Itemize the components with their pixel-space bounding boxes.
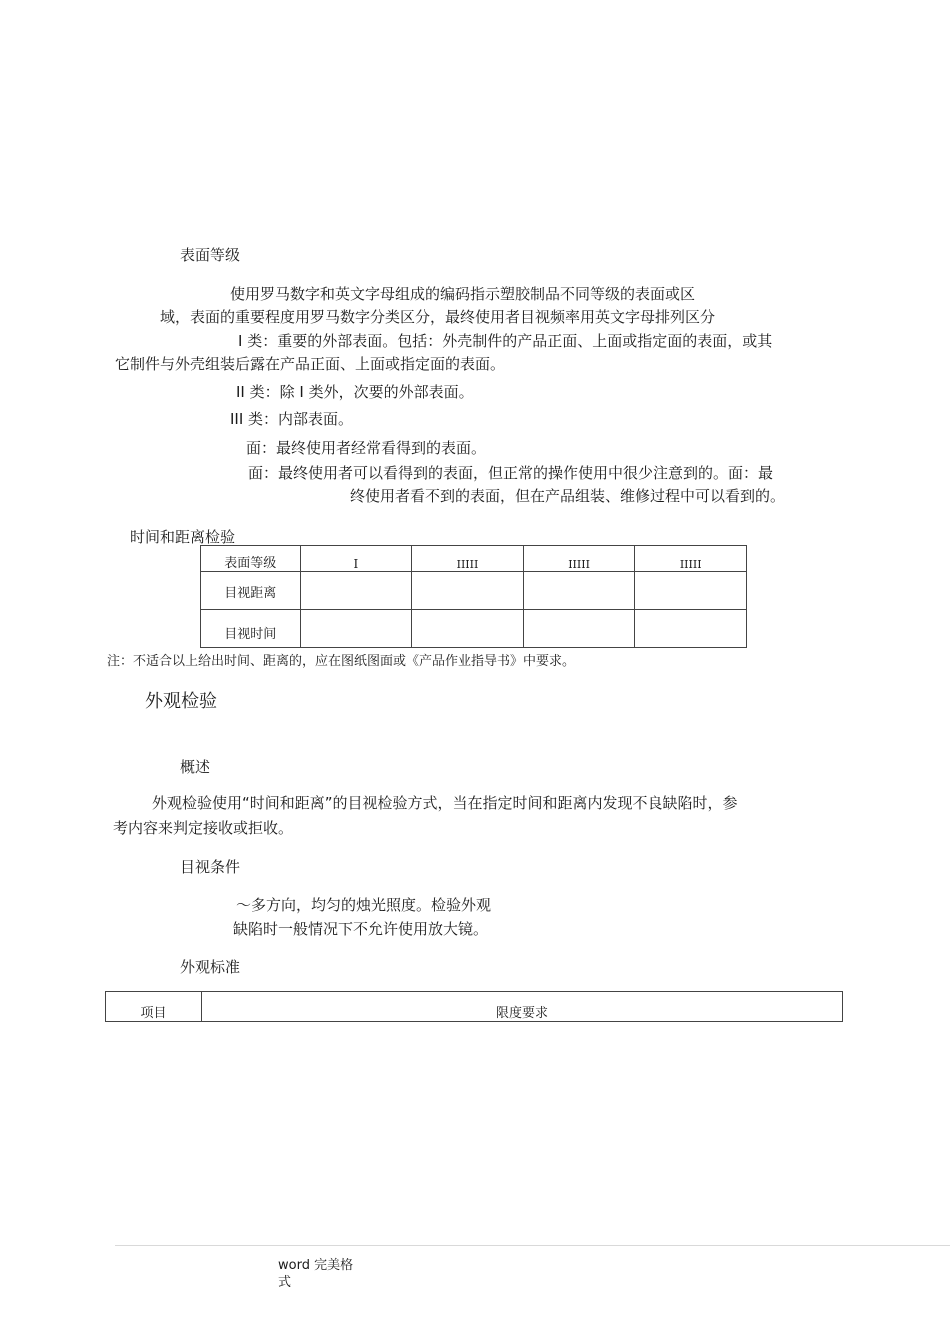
surface-grade-heading: 表面等级 [180, 246, 241, 264]
table-cell [300, 610, 412, 648]
table-header-cell: I [300, 546, 412, 572]
condition-line2: 缺陷时一般情况下不允许使用放大镜。 [233, 920, 489, 938]
appearance-standard-table [105, 991, 843, 1022]
table-row [201, 610, 747, 648]
face-a-text: 面：最终使用者经常看得到的表面。 [246, 439, 487, 457]
time-distance-heading: 时间和距离检验 [130, 528, 236, 546]
surface-para-line2: 域，表面的重要程度用罗马数字分类区分，最终使用者目视频率用英文字母排列区分 [160, 308, 716, 326]
time-distance-table [200, 545, 747, 648]
table-cell [523, 572, 635, 610]
face-b-line2: 终使用者看不到的表面，但在产品组装、维修过程中可以看到的。 [350, 487, 786, 505]
table-header-cell: IIIII [523, 546, 635, 572]
table-header-row [201, 546, 747, 572]
table-header-row [106, 992, 843, 1022]
time-distance-note: 注：不适合以上给出时间、距离的，应在图纸图面或《产品作业指导书》中要求。 [107, 654, 576, 669]
footer-text-line2: 式 [278, 1275, 292, 1290]
table-cell [412, 610, 524, 648]
table-cell: 目视距离 [201, 572, 301, 610]
table-cell [523, 610, 635, 648]
overview-line1: 外观检验使用“时间和距离”的目视检验方式，当在指定时间和距离内发现不良缺陷时，参 [152, 794, 738, 812]
table-header-cell: IIIII [635, 546, 747, 572]
class2-text: II 类：除 I 类外，次要的外部表面。 [236, 383, 474, 401]
table-cell [300, 572, 412, 610]
footer-text-line1: word 完美格 [278, 1258, 354, 1273]
class1-line2: 它制件与外壳组装后露在产品正面、上面或指定面的表面。 [115, 355, 506, 373]
standard-heading: 外观标准 [180, 958, 241, 976]
table-cell [635, 572, 747, 610]
overview-line2: 考内容来判定接收或拒收。 [113, 819, 294, 837]
class1-line1: I 类：重要的外部表面。包括：外壳制件的产品正面、上面或指定面的表面，或其 [238, 332, 773, 350]
surface-para-line1: 使用罗马数字和英文字母组成的编码指示塑胶制品不同等级的表面或区 [230, 285, 696, 303]
table-header-cell: 项目 [106, 992, 202, 1022]
appearance-heading: 外观检验 [145, 691, 217, 712]
table-header-cell: IIIII [412, 546, 524, 572]
table-cell [635, 610, 747, 648]
table-cell: 目视时间 [201, 610, 301, 648]
table-header-cell: 表面等级 [201, 546, 301, 572]
table-cell [412, 572, 524, 610]
face-b-line1: 面：最终使用者可以看得到的表面，但正常的操作使用中很少注意到的。面：最 [248, 464, 774, 482]
footer-divider [115, 1245, 950, 1246]
table-header-cell: 限度要求 [202, 992, 843, 1022]
condition-heading: 目视条件 [180, 858, 241, 876]
class3-text: III 类：内部表面。 [230, 410, 354, 428]
condition-line1: ～多方向，均匀的烛光照度。检验外观 [236, 896, 492, 914]
overview-heading: 概述 [180, 758, 211, 776]
table-row [201, 572, 747, 610]
